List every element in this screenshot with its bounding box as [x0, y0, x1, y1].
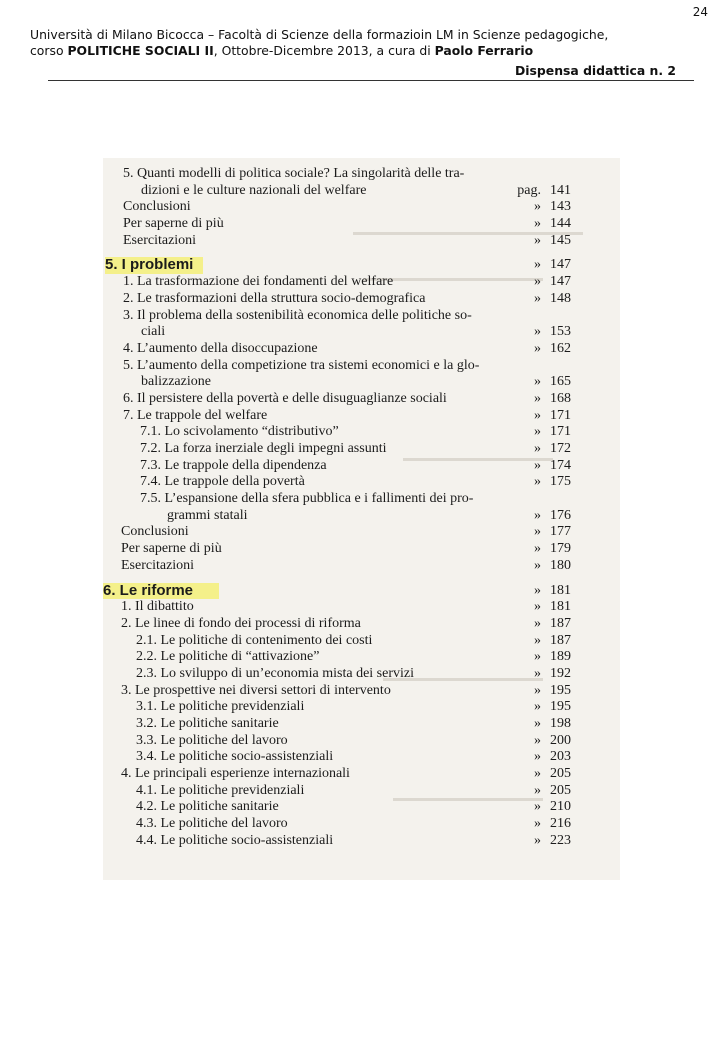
- toc-row: 4.2. Le politiche sanitarie » 210: [136, 799, 571, 815]
- toc-row: 3.2. Le politiche sanitarie » 198: [136, 716, 571, 731]
- toc-row: 4. Le principali esperienze internazionali » 205: [121, 766, 571, 782]
- toc-row: Conclusioni » 143: [123, 199, 571, 215]
- toc-row: 7.5. L’espansione della sfera pubblica e i fallimenti dei pro-: [140, 491, 474, 507]
- toc-row: 2. Le trasformazioni della struttura socio-demografica » 148: [123, 290, 571, 306]
- toc-row: 1. Il dibattito » 181: [121, 599, 571, 615]
- toc-row: 4.1. Le politiche previdenziali » 205: [136, 782, 571, 798]
- toc-row: grammi statali » 176: [167, 507, 571, 523]
- toc-row: 3.4. Le politiche socio-assistenziali » 203: [136, 749, 571, 765]
- toc-row: 2. Le linee di fondo dei processi di riforma » 187: [121, 615, 571, 631]
- toc-row: 3. Le prospettive nei diversi settori di intervento » 195: [121, 682, 571, 698]
- author-name: Paolo Ferrario: [434, 43, 534, 58]
- dispensa-label: Dispensa didattica n. 2: [515, 63, 676, 78]
- toc-row: Conclusioni » 177: [121, 524, 571, 540]
- toc-chapter-6: 6. Le riforme » 181: [103, 581, 571, 599]
- toc-row: 2.3. Lo sviluppo di un’economia mista dei servizi » 192: [136, 665, 571, 681]
- toc-row: 6. Il persistere della povertà e delle disuguaglianze sociali » 168: [123, 390, 571, 406]
- toc-chapter-5: 5. I problemi » 147: [105, 256, 571, 274]
- course-name: POLITICHE SOCIALI II: [67, 43, 214, 58]
- toc-row: 3.3. Le politiche del lavoro » 200: [136, 732, 571, 748]
- toc-row: Esercitazioni » 180: [121, 557, 571, 573]
- toc-row: 4.3. Le politiche del lavoro » 216: [136, 816, 571, 832]
- header-divider: [48, 80, 694, 81]
- toc-row: 4.4. Le politiche socio-assistenziali » 223: [136, 832, 571, 848]
- header-line-2: corso POLITICHE SOCIALI II, Ottobre-Dicembre 2013, a cura di Paolo Ferrario: [30, 43, 534, 58]
- toc-row: ciali » 153: [141, 324, 571, 340]
- toc-row: 4. L’aumento della disoccupazione » 162: [123, 340, 571, 356]
- toc-row: 7. Le trappole del welfare » 171: [123, 407, 571, 423]
- toc-row: 5. L’aumento della competizione tra sistemi economici e la glo-: [123, 357, 480, 373]
- page-number: 24: [692, 5, 708, 19]
- document-header: [30, 27, 690, 59]
- toc-row: 7.1. Lo scivolamento “distributivo” » 171: [140, 424, 571, 440]
- toc-row: Esercitazioni » 145: [123, 232, 571, 248]
- toc-row: Per saperne di più » 179: [121, 541, 571, 557]
- toc-row: Per saperne di più » 144: [123, 216, 571, 232]
- toc-row: balizzazione » 165: [141, 374, 571, 390]
- toc-row: 3.1. Le politiche previdenziali » 195: [136, 699, 571, 715]
- table-of-contents: [103, 166, 620, 850]
- toc-row: 2.1. Le politiche di contenimento dei costi » 187: [136, 632, 571, 648]
- toc-row: 2.2. Le politiche di “attivazione” » 189: [136, 649, 571, 665]
- toc-row: 3. Il problema della sostenibilità economica delle politiche so-: [123, 307, 472, 323]
- toc-row: 7.4. Le trappole della povertà » 175: [140, 474, 571, 490]
- toc-row: 7.3. Le trappole della dipendenza » 174: [140, 457, 571, 473]
- toc-row: 5. Quanti modelli di politica sociale? La singolarità delle tra-: [123, 166, 465, 181]
- toc-row: dizioni e le culture nazionali del welfare pag. 141: [141, 182, 571, 198]
- scanned-toc-image: [103, 158, 620, 880]
- toc-row: 7.2. La forza inerziale degli impegni assunti » 172: [140, 441, 571, 456]
- header-line-1: Università di Milano Bicocca – Facoltà di Scienze della formazioin LM in Scienze pedagogiche,: [30, 27, 609, 42]
- toc-row: 1. La trasformazione dei fondamenti del welfare » 147: [123, 274, 571, 290]
